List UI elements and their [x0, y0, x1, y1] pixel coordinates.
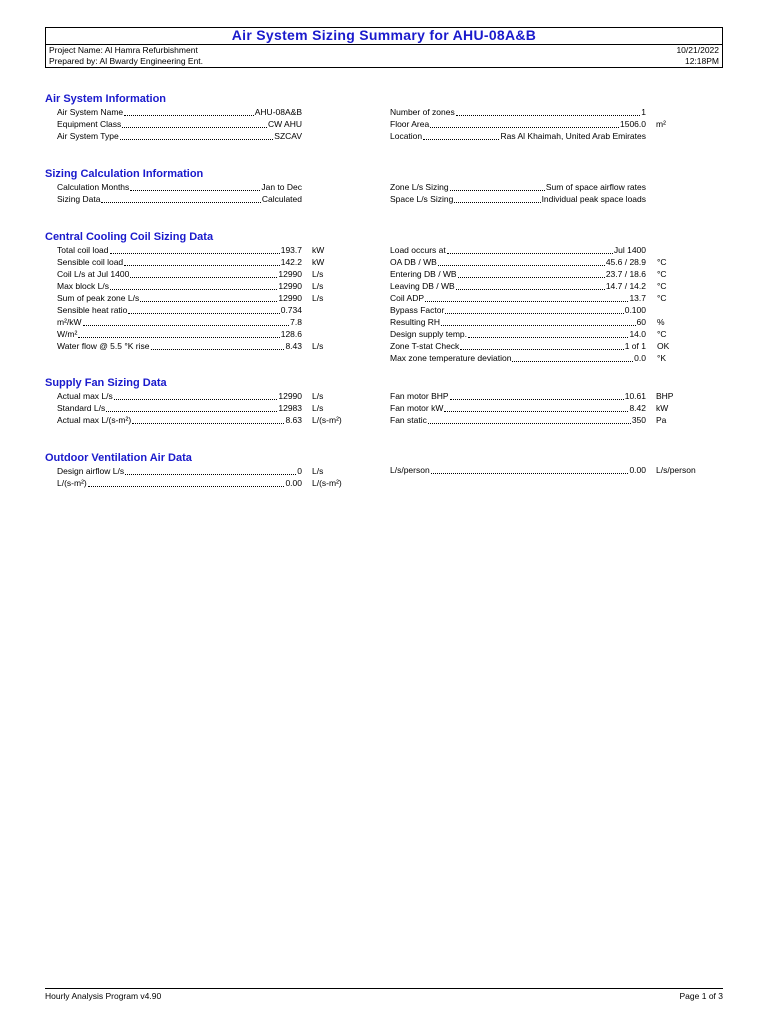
field-row — [390, 402, 646, 414]
leader-dots — [132, 423, 284, 424]
field-label: Total coil load — [57, 245, 109, 255]
field-label: Zone L/s Sizing — [390, 182, 449, 192]
field-value: CW AHU — [268, 119, 302, 129]
leader-dots — [450, 190, 545, 191]
field-unit: Pa — [656, 415, 667, 425]
field-label: Fan motor BHP — [390, 391, 449, 401]
field-row — [390, 130, 646, 142]
field-unit: L/s — [312, 281, 324, 291]
field-value: Jan to Dec — [261, 182, 302, 192]
field-row — [390, 244, 646, 256]
field-row — [57, 304, 302, 316]
field-label: Resulting RH — [390, 317, 441, 327]
field-row — [57, 244, 302, 256]
field-label: Calculation Months — [57, 182, 130, 192]
field-label: Air System Name — [57, 107, 124, 117]
field-unit: L/(s-m²) — [312, 415, 342, 425]
leader-dots — [468, 337, 628, 338]
field-value: 0.0 — [634, 353, 646, 363]
field-row — [57, 193, 302, 205]
field-value: Sum of space airflow rates — [545, 182, 646, 192]
page-footer — [45, 988, 723, 1002]
section-title-air-system-info: Air System Information — [45, 93, 167, 105]
field-row — [57, 414, 302, 426]
field-value: 14.7 / 14.2 — [605, 281, 646, 291]
field-row — [57, 328, 302, 340]
project-info-box — [45, 44, 723, 68]
leader-dots — [140, 301, 277, 302]
field-row — [390, 193, 646, 205]
field-label: Coil ADP — [390, 293, 425, 303]
field-row — [57, 402, 302, 414]
report-time: 12:18PM — [684, 56, 719, 66]
field-unit: kW — [312, 257, 325, 267]
field-value: 12990 — [278, 391, 302, 401]
field-label: Standard L/s — [57, 403, 106, 413]
field-value: 12983 — [278, 403, 302, 413]
leader-dots — [120, 139, 274, 140]
field-row — [390, 280, 646, 292]
field-label: Sizing Data — [57, 194, 101, 204]
leader-dots — [106, 411, 277, 412]
field-value: 0 — [297, 466, 302, 476]
leader-dots — [124, 265, 280, 266]
field-label: Sensible coil load — [57, 257, 124, 267]
program-name: Hourly Analysis Program v4.90 — [45, 991, 162, 1001]
field-row — [57, 390, 302, 402]
field-row — [57, 256, 302, 268]
section-title-outdoor-vent: Outdoor Ventilation Air Data — [45, 452, 192, 464]
leader-dots — [444, 411, 628, 412]
field-value: 142.2 — [280, 257, 302, 267]
field-value: 1 of 1 — [624, 341, 646, 351]
field-value: 350 — [631, 415, 646, 425]
leader-dots — [130, 277, 277, 278]
field-row — [390, 292, 646, 304]
field-label: Actual max L/(s-m²) — [57, 415, 132, 425]
field-unit: L/s — [312, 403, 324, 413]
leader-dots — [114, 399, 278, 400]
leader-dots — [110, 253, 280, 254]
field-row — [390, 316, 646, 328]
field-value: SZCAV — [274, 131, 302, 141]
leader-dots — [512, 361, 633, 362]
field-label: Coil L/s at Jul 1400 — [57, 269, 130, 279]
field-value: 8.43 — [285, 341, 302, 351]
leader-dots — [458, 277, 605, 278]
leader-dots — [445, 313, 623, 314]
field-row — [390, 390, 646, 402]
field-row — [390, 181, 646, 193]
field-value: 12990 — [278, 293, 302, 303]
field-value: 12990 — [278, 281, 302, 291]
field-row — [57, 118, 302, 130]
leader-dots — [128, 313, 279, 314]
field-row — [390, 256, 646, 268]
field-row — [57, 181, 302, 193]
leader-dots — [151, 349, 285, 350]
section-title-supply-fan: Supply Fan Sizing Data — [45, 377, 167, 389]
field-unit: L/s — [312, 293, 324, 303]
field-label: m²/kW — [57, 317, 82, 327]
field-value: 1 — [641, 107, 646, 117]
field-unit: L/s — [312, 391, 324, 401]
field-row — [57, 316, 302, 328]
leader-dots — [456, 115, 641, 116]
field-label: L/(s-m²) — [57, 478, 87, 488]
field-row — [390, 328, 646, 340]
field-label: L/s/person — [390, 465, 430, 475]
field-value: Ras Al Khaimah, United Arab Emirates — [500, 131, 646, 141]
field-row — [390, 304, 646, 316]
leader-dots — [130, 190, 260, 191]
field-value: 45.6 / 28.9 — [605, 257, 646, 267]
field-row — [57, 280, 302, 292]
field-label: Sensible heat ratio — [57, 305, 128, 315]
report-title: Air System Sizing Summary for AHU-08A&B — [45, 27, 723, 44]
leader-dots — [450, 399, 624, 400]
leader-dots — [83, 325, 290, 326]
field-row — [57, 106, 302, 118]
field-label: Floor Area — [390, 119, 430, 129]
field-row — [390, 414, 646, 426]
field-value: 13.7 — [629, 293, 646, 303]
field-label: Design airflow L/s — [57, 466, 125, 476]
field-label: Max zone temperature deviation — [390, 353, 512, 363]
section-title-cooling-coil: Central Cooling Coil Sizing Data — [45, 231, 214, 243]
field-label: Air System Type — [57, 131, 119, 141]
field-value: 12990 — [278, 269, 302, 279]
field-value: Calculated — [261, 194, 302, 204]
field-value: 0.00 — [629, 465, 646, 475]
leader-dots — [441, 325, 635, 326]
field-unit: °C — [657, 329, 667, 339]
field-row — [390, 340, 646, 352]
field-value: 10.61 — [624, 391, 646, 401]
field-unit: m² — [656, 119, 666, 129]
field-label: Number of zones — [390, 107, 455, 117]
field-unit: kW — [312, 245, 325, 255]
field-unit: L/s — [312, 269, 324, 279]
field-unit: BHP — [656, 391, 674, 401]
field-label: Entering DB / WB — [390, 269, 457, 279]
field-row — [390, 118, 646, 130]
field-row — [57, 292, 302, 304]
field-row — [57, 268, 302, 280]
field-value: 14.0 — [629, 329, 646, 339]
field-value: AHU-08A&B — [254, 107, 302, 117]
field-row — [57, 340, 302, 352]
field-unit: kW — [656, 403, 669, 413]
page-number: Page 1 of 3 — [679, 991, 723, 1001]
section-title-sizing-calc: Sizing Calculation Information — [45, 168, 204, 180]
field-unit: L/s/person — [656, 465, 696, 475]
field-unit: L/s — [312, 466, 324, 476]
leader-dots — [78, 337, 279, 338]
report-date: 10/21/2022 — [676, 45, 719, 55]
field-unit: OK — [657, 341, 670, 351]
field-label: Leaving DB / WB — [390, 281, 455, 291]
leader-dots — [425, 301, 628, 302]
leader-dots — [122, 127, 267, 128]
leader-dots — [438, 265, 605, 266]
project-name: Project Name: Al Hamra Refurbishment — [49, 45, 198, 55]
field-unit: °C — [657, 281, 667, 291]
leader-dots — [125, 474, 296, 475]
field-value: 0.100 — [624, 305, 646, 315]
field-label: OA DB / WB — [390, 257, 437, 267]
field-row — [57, 465, 302, 477]
field-unit: °K — [657, 353, 667, 363]
leader-dots — [454, 202, 540, 203]
field-unit: °C — [657, 269, 667, 279]
leader-dots — [456, 289, 605, 290]
field-row — [390, 268, 646, 280]
field-unit: L/s — [312, 341, 324, 351]
prepared-by: Prepared by: Al Bwardy Engineering Ent. — [49, 56, 204, 66]
field-value: 60 — [636, 317, 646, 327]
leader-dots — [88, 486, 285, 487]
leader-dots — [431, 473, 629, 474]
field-label: Design supply temp. — [390, 329, 468, 339]
field-label: Fan static — [390, 415, 427, 425]
field-label: Sum of peak zone L/s — [57, 293, 140, 303]
field-row — [390, 464, 646, 476]
field-value: Individual peak space loads — [541, 194, 646, 204]
field-row — [390, 106, 646, 118]
field-row — [57, 477, 302, 489]
field-label: Fan motor kW — [390, 403, 444, 413]
field-value: 8.63 — [285, 415, 302, 425]
field-row — [390, 352, 646, 364]
field-label: Equipment Class — [57, 119, 122, 129]
field-value: 0.00 — [285, 478, 302, 488]
leader-dots — [447, 253, 613, 254]
field-label: Max block L/s — [57, 281, 109, 291]
field-label: W/m² — [57, 329, 78, 339]
field-value: 193.7 — [280, 245, 302, 255]
field-value: 23.7 / 18.6 — [605, 269, 646, 279]
field-value: 7.8 — [290, 317, 302, 327]
leader-dots — [110, 289, 277, 290]
field-label: Location — [390, 131, 423, 141]
field-unit: °C — [657, 293, 667, 303]
field-unit: % — [657, 317, 665, 327]
field-label: Bypass Factor — [390, 305, 445, 315]
leader-dots — [460, 349, 623, 350]
field-value: 1506.0 — [620, 119, 646, 129]
field-value: Jul 1400 — [613, 245, 646, 255]
leader-dots — [124, 115, 254, 116]
field-row — [57, 130, 302, 142]
field-value: 128.6 — [280, 329, 302, 339]
leader-dots — [430, 127, 619, 128]
field-label: Load occurs at — [390, 245, 446, 255]
field-label: Water flow @ 5.5 °K rise — [57, 341, 150, 351]
field-label: Zone T-stat Check — [390, 341, 460, 351]
field-unit: °C — [657, 257, 667, 267]
leader-dots — [423, 139, 499, 140]
leader-dots — [428, 423, 631, 424]
field-label: Space L/s Sizing — [390, 194, 454, 204]
field-value: 8.42 — [629, 403, 646, 413]
field-value: 0.734 — [280, 305, 302, 315]
field-label: Actual max L/s — [57, 391, 113, 401]
field-unit: L/(s-m²) — [312, 478, 342, 488]
leader-dots — [101, 202, 260, 203]
